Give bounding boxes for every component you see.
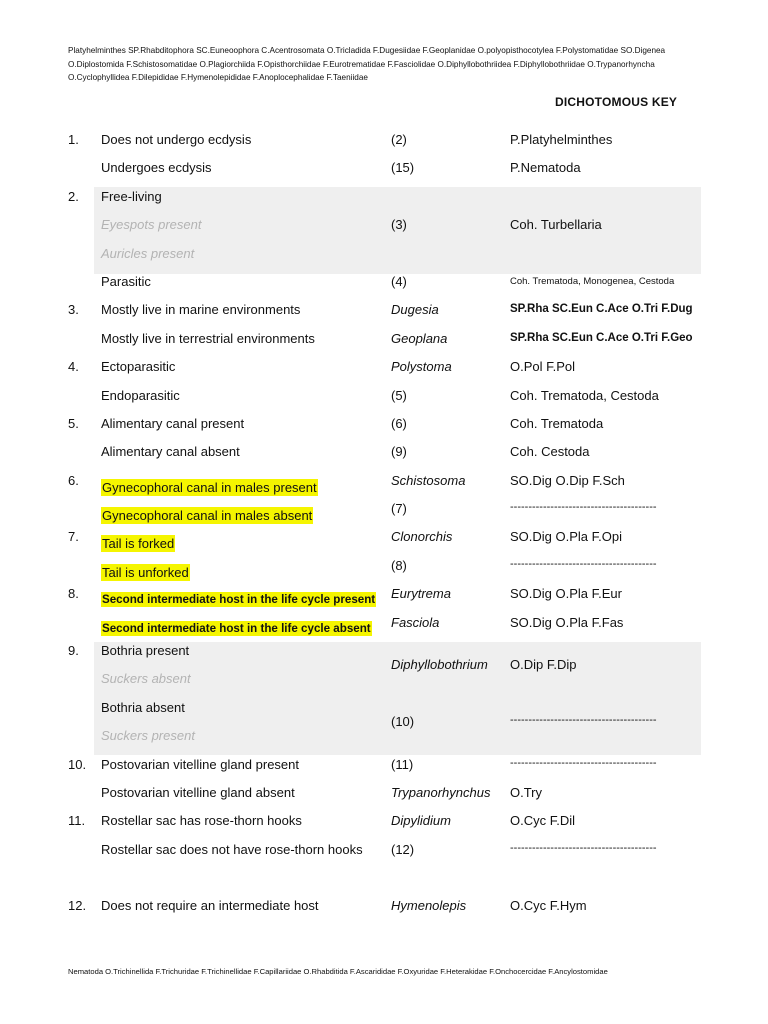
couplet-description: Undergoes ecdysis xyxy=(101,160,212,176)
table-row xyxy=(0,410,768,438)
couplet-sub-description: Auricles present xyxy=(101,245,195,261)
couplet-reference: (10) xyxy=(391,713,415,729)
couplet-description: Postovarian vitelline gland present xyxy=(101,756,300,772)
couplet-number: 12. xyxy=(68,898,87,914)
couplet-number: 8. xyxy=(68,586,79,602)
genus-name: Trypanorhynchus xyxy=(391,784,491,800)
taxon-code: SO.Dig O.Dip F.Sch xyxy=(510,472,625,488)
taxon-code: Coh. Cestoda xyxy=(510,444,590,460)
couplet-reference: (15) xyxy=(391,160,415,176)
genus-name: Dipylidium xyxy=(391,813,451,829)
couplet-reference: (11) xyxy=(391,756,414,772)
table-row xyxy=(0,467,768,495)
taxon-placeholder-dashes: ---------------------------------------- xyxy=(510,713,657,726)
taxon-code: Coh. Trematoda xyxy=(510,415,604,431)
taxon-code: O.Cyc F.Hym xyxy=(510,898,587,914)
couplet-number: 6. xyxy=(68,472,79,488)
couplet-description: Bothria present xyxy=(101,643,190,659)
couplet-reference: (4) xyxy=(391,273,407,289)
highlighted-description: Gynecophoral canal in males present xyxy=(102,479,317,495)
couplet-number: 4. xyxy=(68,359,79,375)
taxon-code: O.Dip F.Dip xyxy=(510,657,577,673)
table-row xyxy=(0,353,768,381)
genus-name: Fasciola xyxy=(391,614,440,630)
couplet-reference: (9) xyxy=(391,444,407,460)
table-spacer-row xyxy=(0,864,768,892)
table-row xyxy=(0,382,768,410)
couplet-reference: (3) xyxy=(391,217,407,233)
table-row xyxy=(0,211,768,239)
couplet-description: Postovarian vitelline gland absent xyxy=(101,784,295,800)
couplet-reference: (7) xyxy=(391,501,407,517)
table-row xyxy=(0,892,768,920)
page-title: DICHOTOMOUS KEY xyxy=(555,95,678,109)
table-row xyxy=(0,609,768,637)
couplet-description: Mostly live in terrestrial environments xyxy=(101,330,315,346)
table-row xyxy=(0,807,768,835)
genus-name: Eurytrema xyxy=(391,586,451,602)
table-row xyxy=(0,240,768,268)
table-row xyxy=(0,751,768,779)
taxon-code: SP.Rha SC.Eun C.Ace O.Tri F.Geo xyxy=(510,331,693,344)
taxon-code: P.Nematoda xyxy=(510,160,581,176)
couplet-number: 1. xyxy=(68,132,79,147)
genus-name: Polystoma xyxy=(391,359,452,375)
genus-name: Diphyllobothrium xyxy=(391,657,488,673)
couplet-number: 2. xyxy=(68,188,79,204)
couplet-sub-description: Eyespots present xyxy=(101,217,202,233)
taxon-code: O.Try xyxy=(510,784,543,800)
couplet-number: 5. xyxy=(68,415,79,431)
genus-name: Dugesia xyxy=(391,302,439,318)
genus-name: Geoplana xyxy=(391,330,448,346)
table-row xyxy=(0,694,768,729)
taxon-code: Coh. Trematoda, Monogenea, Cestoda xyxy=(510,275,675,287)
couplet-number: 7. xyxy=(68,529,79,545)
genus-name: Schistosoma xyxy=(391,472,466,488)
couplet-sub-description: Suckers present xyxy=(101,728,195,744)
genus-name: Clonorchis xyxy=(391,529,453,545)
table-row xyxy=(0,523,768,551)
table-row xyxy=(0,438,768,466)
taxon-code: SO.Dig O.Pla F.Eur xyxy=(510,586,622,602)
couplet-description: Does not undergo ecdysis xyxy=(101,132,252,147)
highlighted-description: Tail is unforked xyxy=(102,564,189,580)
table-row xyxy=(0,268,768,296)
couplet-reference: (12) xyxy=(391,841,415,857)
taxon-code: SO.Dig O.Pla F.Opi xyxy=(510,529,622,545)
taxon-code: O.Pol F.Pol xyxy=(510,359,576,375)
table-row xyxy=(0,779,768,807)
taxon-code: SP.Rha SC.Eun C.Ace O.Tri F.Dug xyxy=(510,303,693,316)
couplet-description: Mostly live in marine environments xyxy=(101,302,301,318)
table-row xyxy=(0,296,768,324)
table-row xyxy=(0,580,768,608)
taxon-code: Coh. Trematoda, Cestoda xyxy=(510,387,659,403)
couplet-description: Endoparasitic xyxy=(101,387,180,403)
taxon-code: Coh. Turbellaria xyxy=(510,217,602,233)
header-taxa-list: Platyhelminthes SP.Rhabditophora SC.Euneoophora C.Acentrosomata O.Tricladida F.Dugesiidae F.Geoplanidae O.polyopisthocotylea F.Polystomatidae SO.Digenea O.Diplostomida F.Schistosomatidae O.Plagiorchiida F.Opisthorchiidae F.Eurotrematidae F.Fasciolidae O.Diphyllobothriidea F.Diphyllobothriidae O.Trypanorhyncha O.Cyclophyllidea F.Dilepididae F.Hymenolepididae F.Anoplocephalidae F.Taeniidae xyxy=(68,46,666,82)
couplet-description: Rostellar sac does not have rose-thorn hooks xyxy=(101,841,363,857)
table-row xyxy=(0,325,768,353)
couplet-reference: (6) xyxy=(391,415,407,431)
couplet-reference: (2) xyxy=(391,132,407,147)
highlighted-description: Tail is forked xyxy=(102,536,175,552)
taxon-code: P.Platyhelminthes xyxy=(510,132,613,147)
couplet-description: Parasitic xyxy=(101,273,151,289)
couplet-reference: (5) xyxy=(391,387,407,403)
highlighted-description: Second intermediate host in the life cycle present xyxy=(102,593,376,607)
dichotomous-key-table xyxy=(0,126,768,921)
highlighted-description: Gynecophoral canal in males absent xyxy=(102,508,313,524)
table-row xyxy=(0,836,768,864)
couplet-description: Ectoparasitic xyxy=(101,359,176,375)
taxon-placeholder-dashes: ---------------------------------------- xyxy=(510,501,657,514)
couplet-number: 3. xyxy=(68,302,79,318)
table-row xyxy=(0,637,768,673)
highlighted-description: Second intermediate host in the life cycle absent xyxy=(102,621,371,635)
couplet-description: Free-living xyxy=(101,188,162,204)
taxon-code: SO.Dig O.Pla F.Fas xyxy=(510,614,624,630)
table-row xyxy=(0,722,768,750)
taxon-placeholder-dashes: ---------------------------------------- xyxy=(510,557,657,570)
couplet-number: 11. xyxy=(68,813,86,829)
couplet-number: 10. xyxy=(68,756,87,772)
table-row xyxy=(0,495,768,523)
taxon-placeholder-dashes: ---------------------------------------- xyxy=(510,756,657,769)
footer-taxa-list: Nematoda O.Trichinellida F.Trichuridae F.Trichinellidae F.Capillariidae O.Rhabditida F.Ascarididae F.Oxyuridae F.Heterakidae F.Onchocercidae F.Ancylostomidae xyxy=(68,967,608,976)
couplet-number: 9. xyxy=(68,643,79,659)
couplet-description: Alimentary canal absent xyxy=(101,444,240,460)
table-row xyxy=(0,552,768,580)
taxon-code: O.Cyc F.Dil xyxy=(510,813,575,829)
genus-name: Hymenolepis xyxy=(391,898,467,914)
couplet-description: Bothria absent xyxy=(101,699,185,715)
couplet-description: Rostellar sac has rose-thorn hooks xyxy=(101,813,302,829)
couplet-reference: (8) xyxy=(391,557,407,573)
couplet-description: Alimentary canal present xyxy=(101,415,245,431)
table-row xyxy=(0,154,768,182)
table-row xyxy=(0,183,768,211)
table-row xyxy=(0,665,768,693)
couplet-description: Does not require an intermediate host xyxy=(101,898,319,914)
taxon-placeholder-dashes: ---------------------------------------- xyxy=(510,841,657,854)
couplet-sub-description: Suckers absent xyxy=(101,671,191,687)
table-row xyxy=(0,126,768,154)
